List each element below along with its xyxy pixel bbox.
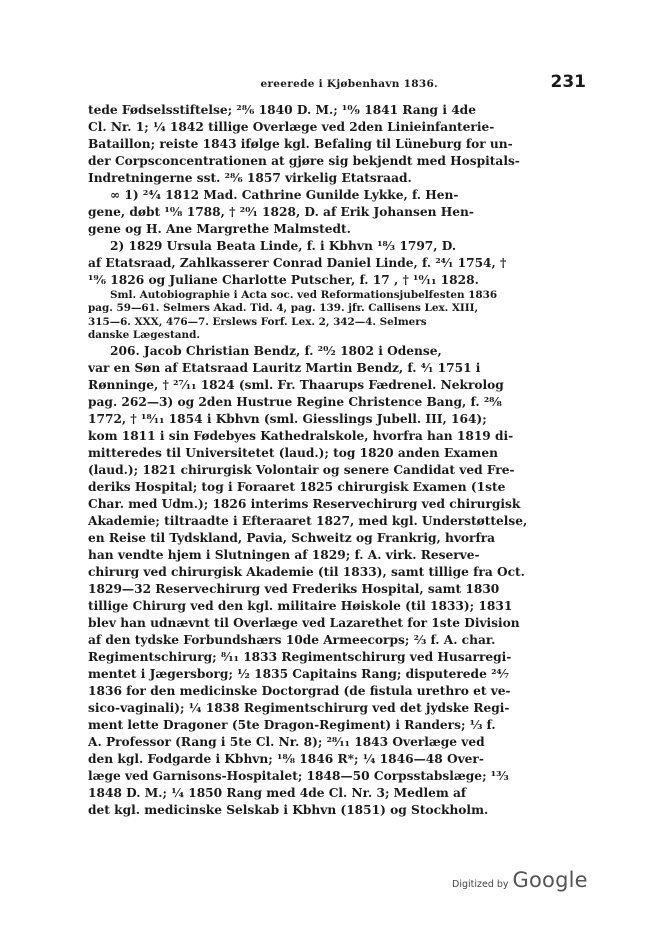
text-line: det kgl. medicinske Selskab i Kbhvn (1851) og Stockholm. xyxy=(88,802,489,817)
text-line: 2) 1829 Ursula Beata Linde, f. i Kbhvn ¹⁸⁄₃ 1797, D. xyxy=(110,239,457,253)
text-line: Regimentschirurg; ⁸⁄₁₁ 1833 Regimentschirurg ved Husarregi- xyxy=(88,649,512,664)
text-line: af Etatsraad, Zahlkasserer Conrad Daniel Linde, f. ²⁴⁄₁ 1754, † xyxy=(88,256,507,270)
text-line: gene og H. Ane Margrethe Malmstedt. xyxy=(88,222,351,236)
text-line: blev han udnævnt til Overlæge ved Lazarethet for 1ste Division xyxy=(88,615,520,630)
text-line: læge ved Garnisons-Hospitalet; 1848—50 Corpsstabslæge; ¹³⁄₃ xyxy=(88,768,509,783)
text-line: han vendte hjem i Slutningen af 1829; f. A. virk. Reserve- xyxy=(88,547,480,562)
text-line: var en Søn af Etatsraad Lauritz Martin Bendz, f. ⁴⁄₁ 1751 i xyxy=(88,360,481,375)
text-line: Bataillon; reiste 1843 ifølge kgl. Befaling til Lüneburg for un- xyxy=(88,137,513,151)
google-logo: Google xyxy=(512,868,588,892)
text-line: ¹⁹⁄₆ 1826 og Juliane Charlotte Putscher, f. 17 , † ¹⁰⁄₁₁ 1828. xyxy=(88,273,479,287)
text-line: 1772, † ¹⁸⁄₁₁ 1854 i Kbhvn (sml. Giesslings Jubell. III, 164); xyxy=(88,411,487,426)
text-line: A. Professor (Rang i 5te Cl. Nr. 8); ²⁸⁄₁₁ 1843 Overlæge ved xyxy=(88,734,485,749)
text-line: Char. med Udm.); 1826 interims Reservechirurg ved chirurgisk xyxy=(88,496,521,511)
text-line: tillige Chirurg ved den kgl. militaire Høiskole (til 1833); 1831 xyxy=(88,598,513,613)
text-line: kom 1811 i sin Fødebyes Kathedralskole, hvorfra han 1819 di- xyxy=(88,428,514,443)
text-line: gene, døbt ¹⁰⁄₈ 1788, † ²⁰⁄₁ 1828, D. af Erik Johansen Hen- xyxy=(88,205,474,219)
text-line: tede Fødselsstiftelse; ²⁸⁄₆ 1840 D. M.; ¹⁰⁄₉ 1841 Rang i 4de xyxy=(88,103,476,117)
text-line: mitteredes til Universitetet (laud.); tog 1820 anden Examen xyxy=(88,445,498,460)
text-line: pag. 59—61. Selmers Akad. Tid. 4, pag. 139. jfr. Callisens Lex. XIII, xyxy=(88,302,479,315)
text-line: ment lette Dragoner (5te Dragon-Regiment) i Randers; ⅓ f. xyxy=(88,717,496,732)
text-line: danske Lægestand. xyxy=(88,329,200,342)
digitized-by-label: Digitized by xyxy=(452,879,509,890)
text-line: Akademie; tiltraadte i Efteraaret 1827, med kgl. Understøttelse, xyxy=(88,513,528,528)
text-line: Rønninge, † ²⁷⁄₁₁ 1824 (sml. Fr. Thaarups Fædrenel. Nekrolog xyxy=(88,377,504,392)
text-line: en Reise til Tydskland, Pavia, Schweitz og Frankrig, hvorfra xyxy=(88,530,496,545)
text-line: ∞ 1) ²⁴⁄₄ 1812 Mad. Cathrine Gunilde Lykke, f. Hen- xyxy=(110,188,459,202)
page-header xyxy=(88,72,586,98)
running-head: ereerede i Kjøbenhavn 1836. xyxy=(260,78,438,90)
body-text xyxy=(88,102,586,819)
text-line: sico-vaginali); ¼ 1838 Regimentschirurg ved det jydske Regi- xyxy=(88,700,510,715)
text-line: deriks Hospital; tog i Foraaret 1825 chirurgisk Examen (1ste xyxy=(88,479,506,494)
text-line: 315—6. XXX, 476—7. Erslews Forf. Lex. 2, 342—4. Selmers xyxy=(88,315,427,328)
text-line: Sml. Autobiographie i Acta soc. ved Reformationsjubelfesten 1836 xyxy=(110,289,498,301)
text-line: af den tydske Forbundshærs 10de Armeecorps; ⅔ f. A. char. xyxy=(88,632,496,647)
text-line: Indretningerne sst. ²⁸⁄₆ 1857 virkelig Etatsraad. xyxy=(88,171,412,185)
text-line: 1836 for den medicinske Doctorgrad (de fistula urethro et ve- xyxy=(88,683,511,698)
text-line: pag. 262—3) og 2den Hustrue Regine Christence Bang, f. ²⁸⁄₈ xyxy=(88,394,502,409)
text-line: 1829—32 Reservechirurg ved Frederiks Hospital, samt 1830 xyxy=(88,581,500,596)
book-page xyxy=(88,72,586,819)
text-line: 1848 D. M.; ¼ 1850 Rang med 4de Cl. Nr. 3; Medlem af xyxy=(88,785,467,800)
page-number: 231 xyxy=(550,72,586,92)
text-line: mentet i Jægersborg; ½ 1835 Capitains Rang; disputerede ²⁴⁄₇ xyxy=(88,666,510,681)
text-line: Cl. Nr. 1; ¼ 1842 tillige Overlæge ved 2den Linieinfanterie- xyxy=(88,120,495,134)
text-line: 206. Jacob Christian Bendz, f. ²⁰⁄₂ 1802 i Odense, xyxy=(110,343,442,358)
text-line: (laud.); 1821 chirurgisk Volontair og senere Candidat ved Fre- xyxy=(88,462,515,477)
text-line: der Corpsconcentrationen at gjøre sig bekjendt med Hospitals- xyxy=(88,154,520,168)
text-line: chirurg ved chirurgisk Akademie (til 1833), samt tillige fra Oct. xyxy=(88,564,525,579)
digitized-footer xyxy=(452,868,588,892)
text-line: den kgl. Fodgarde i Kbhvn; ¹⁸⁄₈ 1846 R*; ¼ 1846—48 Over- xyxy=(88,751,484,766)
